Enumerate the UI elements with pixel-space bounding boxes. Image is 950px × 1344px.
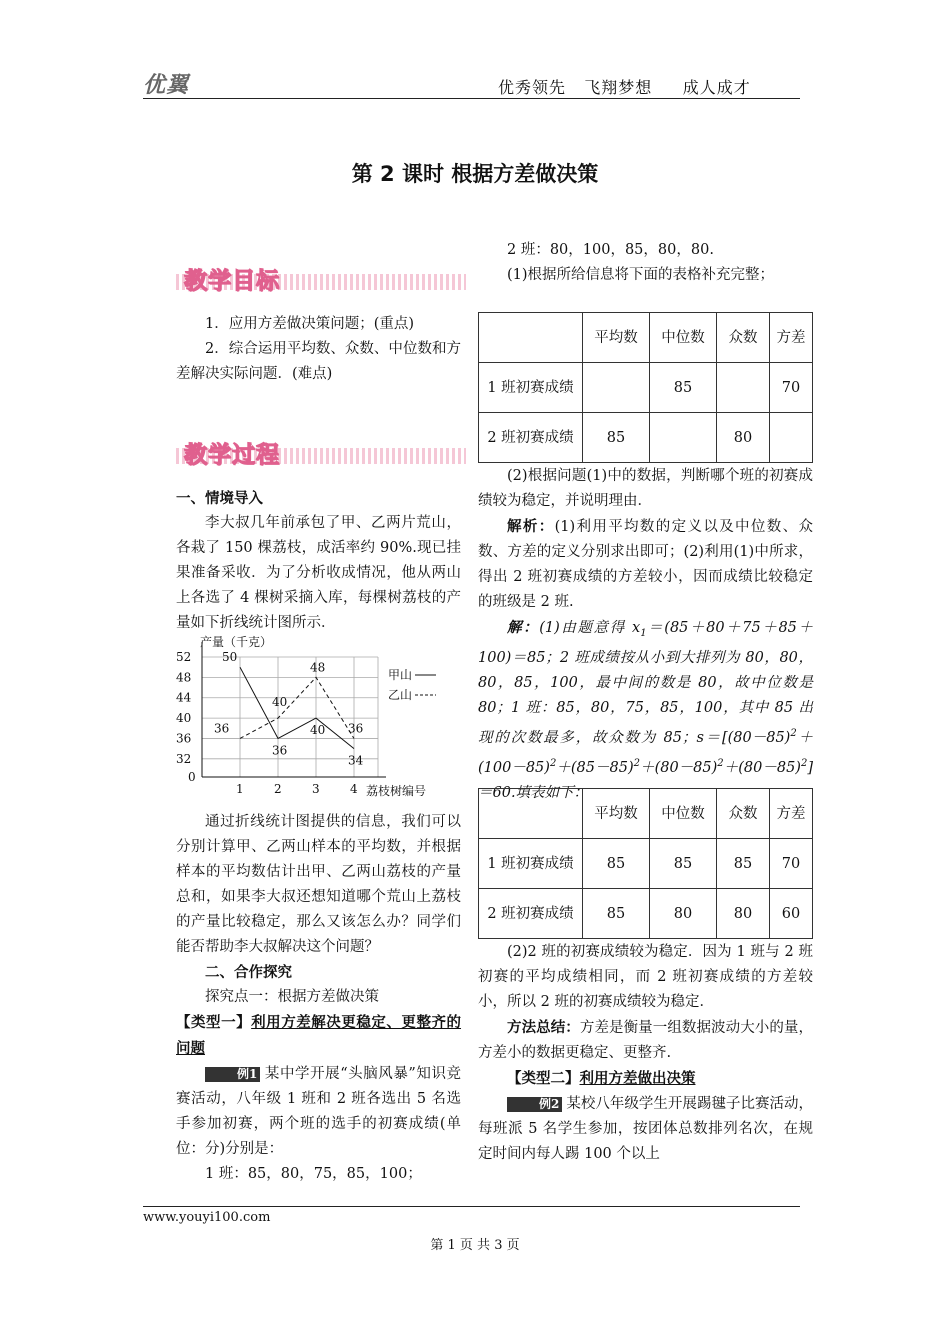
class1-scores: 1 班：85，80，75，85，100；: [205, 1166, 422, 1182]
origin-label: 0: [188, 770, 196, 784]
process-banner: 教学过程: [176, 436, 326, 472]
intro-paragraph: 李大叔几年前承包了甲、乙两片荒山，各栽了 150 棵荔枝，成活率约 90%.现已挂果准备采收．为了分析收成情况，他从两山上各选了 4 棵树采摘入库，每棵树荔枝的产量如下折线统计图所示．: [176, 515, 461, 631]
y-axis-label: 产量（千克）: [200, 635, 273, 649]
x-tick-label: 3: [312, 782, 320, 796]
class2-scores: 2 班：80，100，85，80，80.: [507, 242, 714, 258]
y-tick-label: 48: [176, 670, 192, 685]
goals-banner: 教学目标: [176, 262, 326, 298]
data-label: 36: [272, 743, 288, 758]
example-1: 例1 某中学开展“头脑风暴”知识竞赛活动，八年级 1 班和 2 班各选出 5 名选手参加初赛，两个班的选手的初赛成绩(单位：分)分别是：: [176, 1066, 461, 1157]
page-title: 第 2 课时 根据方差做决策: [351, 162, 599, 186]
method-summary: 方法总结：方差是衡量一组数据波动大小的量，方差小的数据更稳定、更整齐.: [478, 1019, 813, 1061]
y-tick-label: 44: [176, 690, 192, 705]
example-2-tag: 例2: [507, 1097, 562, 1112]
goal-1: 1．应用方差做决策问题；(重点): [205, 316, 415, 332]
series-line-jia: [240, 667, 354, 748]
table-row: 2 班初赛成绩 85 80: [479, 413, 813, 463]
footer-url[interactable]: www.youyi100.com: [143, 1210, 271, 1225]
example-2: 例2 某校八年级学生开展踢毽子比赛活动，每班派 5 名学生参加，按团体总数排列名次，在规定时间内每人踢 100 个以上: [478, 1096, 813, 1162]
goals-list: [176, 312, 461, 387]
header-rule: [143, 98, 800, 99]
header-slogan: 优秀领先 飞翔梦想 成人成才: [498, 78, 751, 97]
right-bottom: [478, 940, 813, 1167]
data-label: 48: [310, 660, 326, 675]
series-line-yi: [240, 677, 354, 738]
section1-heading: 一、情境导入: [176, 490, 263, 507]
data-label: 40: [272, 695, 288, 710]
type1-heading: 【类型一】利用方差解决更稳定、更整齐的问题: [176, 1014, 462, 1057]
table-row: 2 班初赛成绩 85 80 80 60: [479, 889, 813, 939]
solution: 解：(1)由题意得 $x_1=(85+80+75+85+100)=85$；2 班成绩按从小到大排列为 80，80，80，85，100，最中间的数是 80，故中位数是 80；1 班：85，80，75，85，100，其中 85 出现的次数最多，故众数为 85；$s=[(80-85)^2+(100-85)^2+(85-85)^2+(80-85)^2+(80-85)^2]=60$.填表如下：: [478, 619, 814, 801]
table-row: 平均数 中位数 众数 方差: [479, 313, 813, 363]
data-label: 40: [310, 723, 326, 738]
type2-heading: 【类型二】利用方差做出决策: [507, 1070, 696, 1087]
y-tick-label: 40: [176, 711, 192, 726]
fill-table: [478, 312, 813, 463]
x-tick-label: 1: [236, 782, 244, 796]
answer-table: [478, 788, 813, 939]
y-tick-label: 52: [176, 650, 192, 664]
table-row: 1 班初赛成绩 85 85 85 70: [479, 839, 813, 889]
question-1: (1)根据所给信息将下面的表格补充完整；: [507, 267, 775, 283]
section2-heading: 二、合作探究: [205, 964, 292, 981]
x-tick-label: 4: [350, 782, 358, 796]
y-tick-label: 32: [176, 751, 192, 766]
brand-logo: 优翼: [143, 73, 190, 98]
goal-2: 2．综合运用平均数、众数、中位数和方差解决实际问题．(难点): [176, 341, 461, 382]
footer-rule: [143, 1206, 800, 1207]
page-number: 第 1 页 共 3 页: [430, 1238, 520, 1253]
analysis: 解析：(1)利用平均数的定义以及中位数、众数、方差的定义分别求出即可；(2)利用(1)中所求，得出 2 班初赛成绩的方差较小，因而成绩比较稳定的班级是 2 班.: [478, 518, 813, 610]
yield-line-chart: [170, 632, 460, 800]
explore-point: 探究点一：根据方差做决策: [205, 989, 379, 1005]
section1-after: [176, 810, 461, 1187]
section-intro: [176, 486, 461, 636]
example-1-tag: 例1: [205, 1067, 260, 1082]
table-row: 平均数 中位数 众数 方差: [479, 789, 813, 839]
right-top: [478, 238, 813, 288]
data-label: 50: [222, 650, 238, 665]
y-tick-label: 36: [176, 731, 192, 746]
x-tick-label: 2: [274, 782, 282, 796]
answer-2: (2)2 班的初赛成绩较为稳定．因为 1 班与 2 班初赛的平均成绩相同，而 2 班初赛成绩的方差较小，所以 2 班的初赛成绩较为稳定．: [478, 944, 813, 1010]
question-2: (2)根据问题(1)中的数据，判断哪个班的初赛成绩较为稳定，并说明理由．: [478, 468, 813, 509]
data-label: 36: [214, 721, 230, 736]
data-label: 34: [348, 753, 364, 768]
data-label: 36: [348, 721, 364, 736]
legend-label: 乙山: [388, 688, 413, 702]
legend-label: 甲山: [388, 668, 413, 682]
right-middle: [478, 464, 813, 806]
table-row: 1 班初赛成绩 85 70: [479, 363, 813, 413]
after-paragraph: 通过折线统计图提供的信息，我们可以分别计算甲、乙两山样本的平均数，并根据样本的平均数估计出甲、乙两山荔枝的产量总和，如果李大叔还想知道哪个荒山上荔枝的产量比较稳定，那么又该怎么办？同学们能否帮助李大叔解决这个问题？: [176, 814, 461, 955]
x-axis-label: 荔枝树编号: [366, 784, 427, 798]
